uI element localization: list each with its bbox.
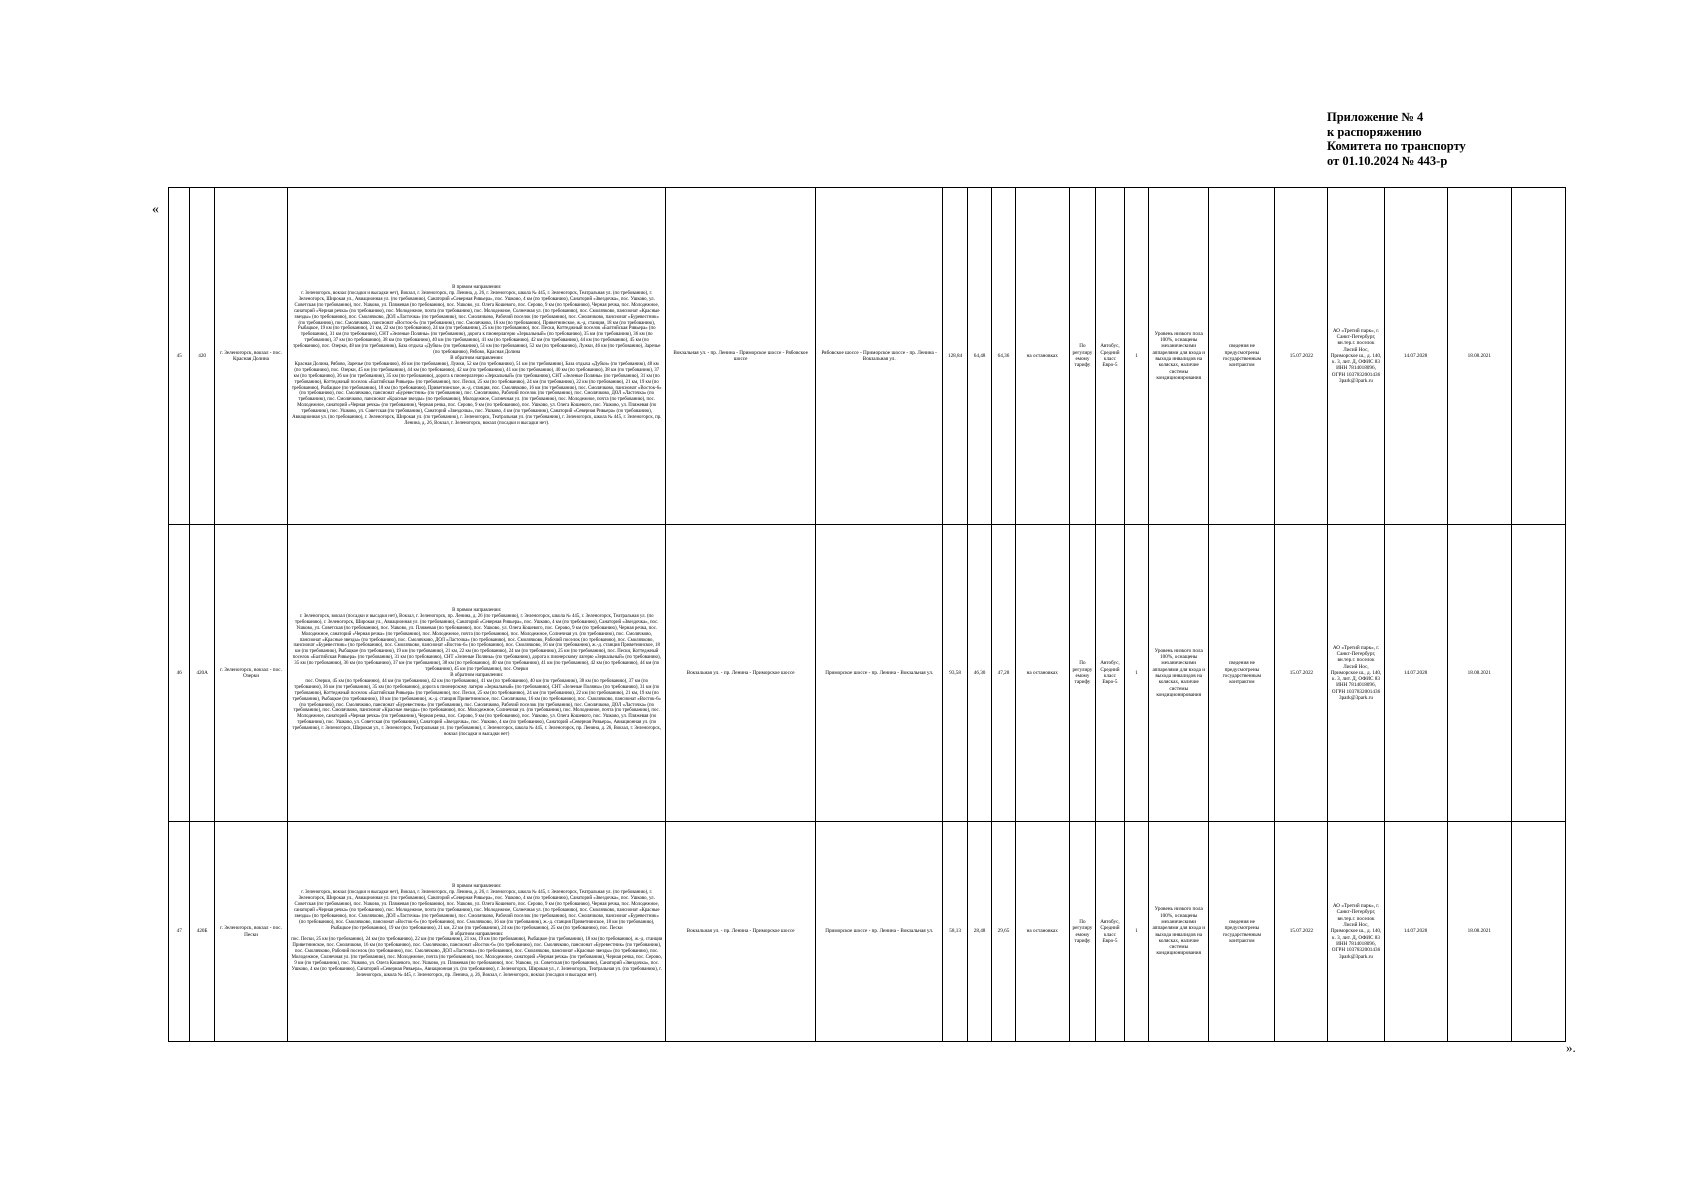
route-length-forward: 46,30 <box>967 525 991 822</box>
vehicle-count: 1 <box>1124 822 1148 1042</box>
tariff-type: По регулируемому тарифу <box>1069 822 1095 1042</box>
route-name: г. Зеленогорск, вокзал - пос. Пески <box>214 822 287 1042</box>
appendix-number: Приложение № 4 <box>1327 110 1424 124</box>
vehicle-count: 1 <box>1124 525 1148 822</box>
route-length-forward: 64,48 <box>967 188 991 525</box>
contract-info: сведения не предусмотрены государственным контрактом <box>1209 525 1275 822</box>
route-streets-backward: Рябовское шоссе - Приморское шоссе - пр. Ленина - Вокзальная ул. <box>816 188 943 525</box>
forward-stops: г. Зеленогорск, вокзал (посадки и высадки нет), Вокзал, г. Зеленогорск, пр. Ленина, д. 26 (по требованию), г. Зеленогорск, школа № 445, г. Зеленогорск, Театральная ул. (по требованию), г. Зеленогорск, Широкая ул., Авиационная ул. (по требованию), Санаторий «Северная Ривьера», пос. Ушково, 4 км (по требованию), Санаторий «Звездочка», пос. Ушково, ул. Советская (по требованию), пос. Ушково, ул. Пляжевая (по требованию), пос. Ушково, ул. Олега Кошевого, пос. Серово, 9 км (по требованию), Черная речка, пос. Молодежное, санаторий «Черная речка» (по требованию), пос. Молодежное, почта (по требованию), пос. Молодежное, Солнечная ул. (по требованию), пос. Смолячково, пансионат «Красные звезды» (по требованию), пос. Смолячково, ДОЛ «Ласточка» (по требованию), пос. Смолячково, Рабочий поселок (по требованию), пос. Смолячково, пансионат «Буревестник» (по требованию), пос. Смолячково, пансионат «Восток-6» (по требованию), пос. Смолячково, 16 км (по требованию), ж.-д. станция Приветнинское, 18 км (по требованию), Рыбацкое (по требованию), 19 км (по требованию), 21 км, 22 км (по требованию), 24 км (по требованию), 25 км (по требованию), пос. Пески, Коттеджный поселок «Балтийская Ривьера» (по требованию), 31 км (по требованию), СНТ «Зеленые Поляны» (по требованию), дорога к пионерскому лагерю «Зеркальный» (по требованию), 35 км (по требованию), 36 км (по требованию), 37 км (по требованию), 38 км (по требованию), 40 км (по требованию), 41 км (по требованию), 42 км (по требованию), 44 км (по требованию), 45 км (по требованию), пос. Озерки <box>292 613 661 673</box>
registration-end-date: 14.07.2028 <box>1384 822 1447 1042</box>
route-number-seq: 45 <box>169 188 190 525</box>
opening-quote: « <box>152 202 159 217</box>
route-number-seq: 46 <box>169 525 190 822</box>
service-start-date: 15.07.2022 <box>1275 188 1328 525</box>
backward-stops: Красная Долина, Рябово, Заречье (по требованию), 46 км (по требованию), Лужки, 52 км (по требованию), 51 км (по требованию), База отдыха «Дубки» (по требованию), 48 км (по требованию), пос. Озерки, 45 км (по требованию), 44 км (по требованию), 42 км (по требованию), 41 км (по требованию), 40 км (по требованию), 38 км (по требованию), 37 км (по требованию), 36 км (по требованию), 35 км (по требованию), дорога к пионерлагерю «Зеркальный» (по требованию), СНТ «Зеленые Поляны» (по требованию), 31 км (по требованию), Коттеджный поселок «Балтийская Ривьера» (по требованию), пос. Пески, 25 км (по требованию), 24 км (по требованию), 22 км (по требованию), 21 км, 19 км (по требованию), Рыбацкое (по требованию), 18 км (по требованию), Приветнинское, ж.-д. станция, пос. Смолячково, 16 км (по требованию), пос. Смолячково, пансионат «Восток-6» (по требованию), пос. Смолячково, пансионат «Буревестник» (по требованию), пос. Смолячково, Рабочий поселок (по требованию), пос. Смолячково, ДОЛ «Ласточка» (по требованию), пос. Смолячково, пансионат «Красные звезды» (по требованию), Молодежное, Солнечная ул. (по требованию), пос. Молодежное, почта (по требованию), пос. Молодежное, санаторий «Черная речка» (по требованию), Черная речка, пос. Серово, 9 км (по требованию), пос. Ушково, ул. Олега Кошевого, пос. Ушково, ул. Пляжевая (по требованию), пос. Ушково, ул. Советская (по требованию), Санаторий «Звездочка», пос. Ушково, 4 км (по требованию), Санаторий «Северная Ривьера» (по требованию), Авиационная ул. (по требованию), г. Зеленогорск, Широкая ул. (по требованию), г. Зеленогорск, Театральная ул. (по требованию), г. Зеленогорск, школа № 445, г. Зеленогорск, пр. Ленина, д. 26, Вокзал, г. Зеленогорск, вокзал (посадки и высадки нет). <box>291 361 662 426</box>
route-length-backward: 64,36 <box>992 188 1015 525</box>
vehicle-characteristics: Уровень низкого пола 100%, оснащены механическими аппарелями для входа и выхода инвалидов на колясках, наличие системы кондиционирования <box>1149 822 1209 1042</box>
route-row <box>169 188 1566 525</box>
backward-stops: пос. Озерки, 45 км (по требованию), 44 км (по требованию), 42 км (по требованию), 41 км (по требованию), 40 км (по требованию), 38 км (по требованию), 37 км (по требованию), 36 км (по требованию), 35 км (по требованию), дорога к пионерскому лагерю «Зеркальный» (по требованию), СНТ «Зеленые Поляны» (по требованию), 31 км (по требованию), Коттеджный поселок «Балтийская Ривьера» (по требованию), пос. Пески, 25 км (по требованию), 24 км (по требованию), 22 км (по требованию), 21 км, 19 км (по требованию), Рыбацкое (по требованию), 18 км (по требованию), ж.-д. станция Приветнинское, пос. Смолячково, 16 км (по требованию), пос. Смолячково, пансионат «Восток-6» (по требованию), пос. Смолячково, пансионат «Буревестник» (по требованию), пос. Смолячково, Рабочий поселок (по требованию), пос. Смолячково, ДОЛ «Ласточка» (по требованию), пос. Смолячково, пансионат «Красные звезды» (по требованию), пос. Молодежное, Солнечная ул. (по требованию), пос. Молодежное, почта (по требованию), пос. Молодежное, санаторий «Черная речка» (по требованию), Черная речка, пос. Серово, 9 км (по требованию), пос. Ушково, ул. Олега Кошевого, пос. Ушково, ул. Пляжевая (по требованию), пос. Ушково, ул. Советская (по требованию), Санаторий «Звездочка», пос. Ушково, 4 км (по требованию), Санаторий «Северная Ривьера», Авиационная ул. (по требованию), г. Зеленогорск, Широкая ул., г. Зеленогорск, Театральная ул. (по требованию), г. Зеленогорск, школа № 445, г. Зеленогорск, пр. Ленина, д. 26, Вокзал, г. Зеленогорск, вокзал (посадки и высадки нет) <box>292 678 661 738</box>
carrier-info: АО «Третий парк», г. Санкт-Петербург, вн.тер.г. поселок Лисий Нос, Приморское ш., д. 140, к. 3, лит. Д, ОФИС 83 ИНН 7814018096, ОГРН 1037832001436 3park@3park.ru <box>1328 525 1384 822</box>
route-row <box>169 822 1566 1042</box>
route-registry-number: 420 <box>190 188 214 525</box>
empty-cell <box>1511 822 1565 1042</box>
card-issue-date: 18.08.2021 <box>1447 525 1511 822</box>
route-registry-number: 420А <box>190 525 214 822</box>
route-length-forward: 28,48 <box>967 822 991 1042</box>
vehicle-count: 1 <box>1124 188 1148 525</box>
route-registry-table <box>168 187 1566 1042</box>
route-streets-forward: Вокзальная ул. - пр. Ленина - Приморское шоссе - Рябовское шоссе <box>666 188 816 525</box>
vehicle-type: Автобус, Средний класс Евро-5 <box>1096 525 1125 822</box>
forward-label: В прямом направлении: <box>452 285 502 291</box>
appendix-date: от 01.10.2024 № 443-р <box>1327 153 1448 168</box>
contract-info: сведения не предусмотрены государственным контрактом <box>1209 822 1275 1042</box>
carrier-info: АО «Третий парк», г. Санкт-Петербург, вн.тер.г. поселок Лисий Нос, Приморское ш., д. 140, к. 3, лит. Д, ОФИС 83 ИНН 7814018096, ОГРН 1037832001436 3park@3park.ru <box>1328 822 1384 1042</box>
backward-stops: пос. Пески, 25 км (по требованию), 24 км (по требованию), 22 км (по требованию), 21 км, 19 км (по требованию), Рыбацкое (по требованию), 18 км (по требованию), ж.-д. станция Приветнинское, пос. Смолячково, 16 км (по требованию), пос. Смолячково, пансионат «Восток-6» (по требованию), пос. Смолячково, пансионат «Буревестник» (по требованию), пос. Смолячково, Рабочий поселок (по требованию), пос. Смолячково, ДОЛ «Ласточка» (по требованию), пос. Смолячково, пансионат «Красные звезды» (по требованию), пос. Молодежное, Солнечная ул. (по требованию), пос. Молодежное, почта (по требованию), пос. Молодежное, санаторий «Черная речка» (по требованию), Черная речка, пос. Серово, 9 км (по требованию), пос. Ушково, ул. Олега Кошевого, пос. Ушково, ул. Пляжевая (по требованию), пос. Ушково, ул. Советская (по требованию), Санаторий «Звездочка», пос. Ушково, 4 км (по требованию), Санаторий «Северная Ривьера», Авиационная ул. (по требованию), г. Зеленогорск, Широкая ул., г. Зеленогорск, Театральная ул. (по требованию), г. Зеленогорск, школа № 445, г. Зеленогорск, пр. Ленина, д. 26, Вокзал, г. Зеленогорск, вокзал (посадки и высадки нет). <box>291 937 663 978</box>
forward-label: В прямом направлении: <box>452 608 502 614</box>
registration-end-date: 14.07.2028 <box>1384 525 1447 822</box>
route-streets-forward: Вокзальная ул. - пр. Ленина - Приморское шоссе <box>666 525 816 822</box>
route-length-total: 93,58 <box>943 525 967 822</box>
backward-label: В обратном направлении: <box>450 931 504 937</box>
route-name: г. Зеленогорск, вокзал - пос. Озерки <box>214 525 287 822</box>
empty-cell <box>1511 525 1565 822</box>
tariff-type: По регулируемому тарифу <box>1069 188 1095 525</box>
appendix-committee: Комитета по транспорту <box>1327 139 1466 153</box>
route-length-total: 58,13 <box>943 822 967 1042</box>
tariff-type: По регулируемому тарифу <box>1069 525 1095 822</box>
backward-label: В обратном направлении: <box>450 356 504 361</box>
vehicle-type: Автобус, Средний класс Евро-5 <box>1096 188 1125 525</box>
route-streets-forward: Вокзальная ул. - пр. Ленина - Приморское шоссе <box>666 822 816 1042</box>
forward-stops: г. Зеленогорск, вокзал (посадки и высадки нет), Вокзал, г. Зеленогорск, пр. Ленина, д. 26, г. Зеленогорск, школа № 445, г. Зеленогорск, Театральная ул. (по требованию), г. Зеленогорск, Широкая ул., Авиационная ул. (по требованию), Санаторий «Северная Ривьера», пос. Ушково, 4 км (по требованию), Санаторий «Звездочка», пос. Ушково, ул. Советская (по требованию), пос. Ушково, ул. Пляжевая (по требованию), пос. Ушково, ул. Олега Кошевого, пос. Серово, 9 км (по требованию), Черная речка, пос. Молодежное, санаторий «Черная речка» (по требованию), пос. Молодежное, почта (по требованию), пос. Молодежное, Солнечная ул. (по требованию), пос. Смолячково, пансионат «Красные звезды» (по требованию), пос. Смолячково, ДОЛ «Ласточка» (по требованию), пос. Смолячково, Рабочий поселок (по требованию), пос. Смолячково, пансионат «Буревестник» (по требованию), пос. Смолячково, пансионат «Восток-6» (по требованию), пос. Смолячково, 16 км (по требованию), ж.-д. станция Приветнинское, 18 км (по требованию), Рыбацкое (по требованию), 19 км (по требованию), 21 км, 22 км (по требованию), 24 км (по требованию), 25 км (по требованию), пос. Пески <box>293 890 660 931</box>
route-registry-number: 420Б <box>190 822 214 1042</box>
registration-end-date: 14.07.2028 <box>1384 188 1447 525</box>
forward-label: В прямом направлении: <box>452 884 502 890</box>
vehicle-type: Автобус, Средний класс Евро-5 <box>1096 822 1125 1042</box>
route-name: г. Зеленогорск, вокзал - пос. Красная Долина <box>214 188 287 525</box>
route-stops <box>288 525 666 822</box>
vehicle-characteristics: Уровень низкого пола 100%, оснащены механическими аппарелями для входа и выхода инвалидов на колясках, наличие системы кондиционирования <box>1149 188 1209 525</box>
route-row <box>169 525 1566 822</box>
carrier-info: АО «Третий парк», г. Санкт-Петербург, вн.тер.г. поселок Лисий Нос, Приморское ш., д. 140, к. 3, лит. Д, ОФИС 83 ИНН 7814018096, ОГРН 1037832001436 3park@3park.ru <box>1328 188 1384 525</box>
boarding-order: на остановках <box>1015 525 1069 822</box>
forward-stops: г. Зеленогорск, вокзал (посадки и высадки нет), Вокзал, г. Зеленогорск, пр. Ленина, д. 26, г. Зеленогорск, школа № 445, г. Зеленогорск, Театральная ул. (по требованию), г. Зеленогорск, Широкая ул., Авиационная ул. (по требованию), Санаторий «Северная Ривьера», пос. Ушково, 4 км (по требованию), Санаторий «Звездочка», пос. Ушково, ул. Советская (по требованию), пос. Ушково, ул. Пляжевая (по требованию), пос. Ушково, ул. Олега Кошевого, пос. Серово, 9 км (по требованию), Черная речка, пос. Молодежное, санаторий «Черная речка» (по требованию), пос. Молодежное, почта (по требованию), пос. Молодежное, Солнечная ул. (по требованию), пос. Смолячково, пансионат «Красные звезды» (по требованию), пос. Смолячково, ДОЛ «Ласточка» (по требованию), пос. Смолячково, Рабочий поселок (по требованию), пос. Смолячково, пансионат «Буревестник» (по требованию), пос. Смолячково, пансионат «Восток-6» (по требованию), пос. Смолячково, 16 км (по требованию), Приветнинское, ж.-д. станция, 18 км (по требованию), Рыбацкое, 19 км (по требованию), 21 км, 22 км (по требованию), 24 км (по требованию), 25 км (по требованию), пос. Пески, Коттеджный поселок «Балтийская Ривьера» (по требованию), 31 км (по требованию), СНТ «Зеленые Поляны» (по требованию), дорога к пионерлагерю «Зеркальный» (по требованию), 35 км (по требованию), 36 км (по требованию), 37 км (по требованию), 38 км (по требованию), 40 км (по требованию), 41 км (по требованию), 42 км (по требованию), 44 км (по требованию), 45 км (по требованию), пос. Озерки, 48 км (по требованию), База отдыха «Дубки» (по требованию), 51 км (по требованию), 52 км (по требованию), Лужки, 46 км (по требованию), Заречье (по требованию), Рябово, Красная Долина <box>293 291 661 356</box>
vehicle-characteristics: Уровень низкого пола 100%, оснащены механическими аппарелями для входа и выхода инвалидов на колясках, наличие системы кондиционирования <box>1149 525 1209 822</box>
card-issue-date: 18.08.2021 <box>1447 188 1511 525</box>
boarding-order: на остановках <box>1015 822 1069 1042</box>
route-length-backward: 47,28 <box>992 525 1015 822</box>
route-streets-backward: Приморское шоссе - пр. Ленина - Вокзальная ул. <box>816 822 943 1042</box>
route-stops <box>288 822 666 1042</box>
route-rows <box>169 188 1566 1042</box>
route-length-total: 128,84 <box>943 188 967 525</box>
route-streets-backward: Приморское шоссе - пр. Ленина - Вокзальная ул. <box>816 525 943 822</box>
contract-info: сведения не предусмотрены государственным контрактом <box>1209 188 1275 525</box>
appendix-order-ref: к распоряжению <box>1327 124 1422 139</box>
boarding-order: на остановках <box>1015 188 1069 525</box>
route-number-seq: 47 <box>169 822 190 1042</box>
service-start-date: 15.07.2022 <box>1275 822 1328 1042</box>
empty-cell <box>1511 188 1565 525</box>
route-stops <box>288 188 666 525</box>
card-issue-date: 18.08.2021 <box>1447 822 1511 1042</box>
service-start-date: 15.07.2022 <box>1275 525 1328 822</box>
closing-quote: ». <box>1566 1040 1576 1055</box>
appendix-header <box>1327 110 1466 168</box>
route-length-backward: 29,65 <box>992 822 1015 1042</box>
backward-label: В обратном направлении: <box>450 673 504 678</box>
